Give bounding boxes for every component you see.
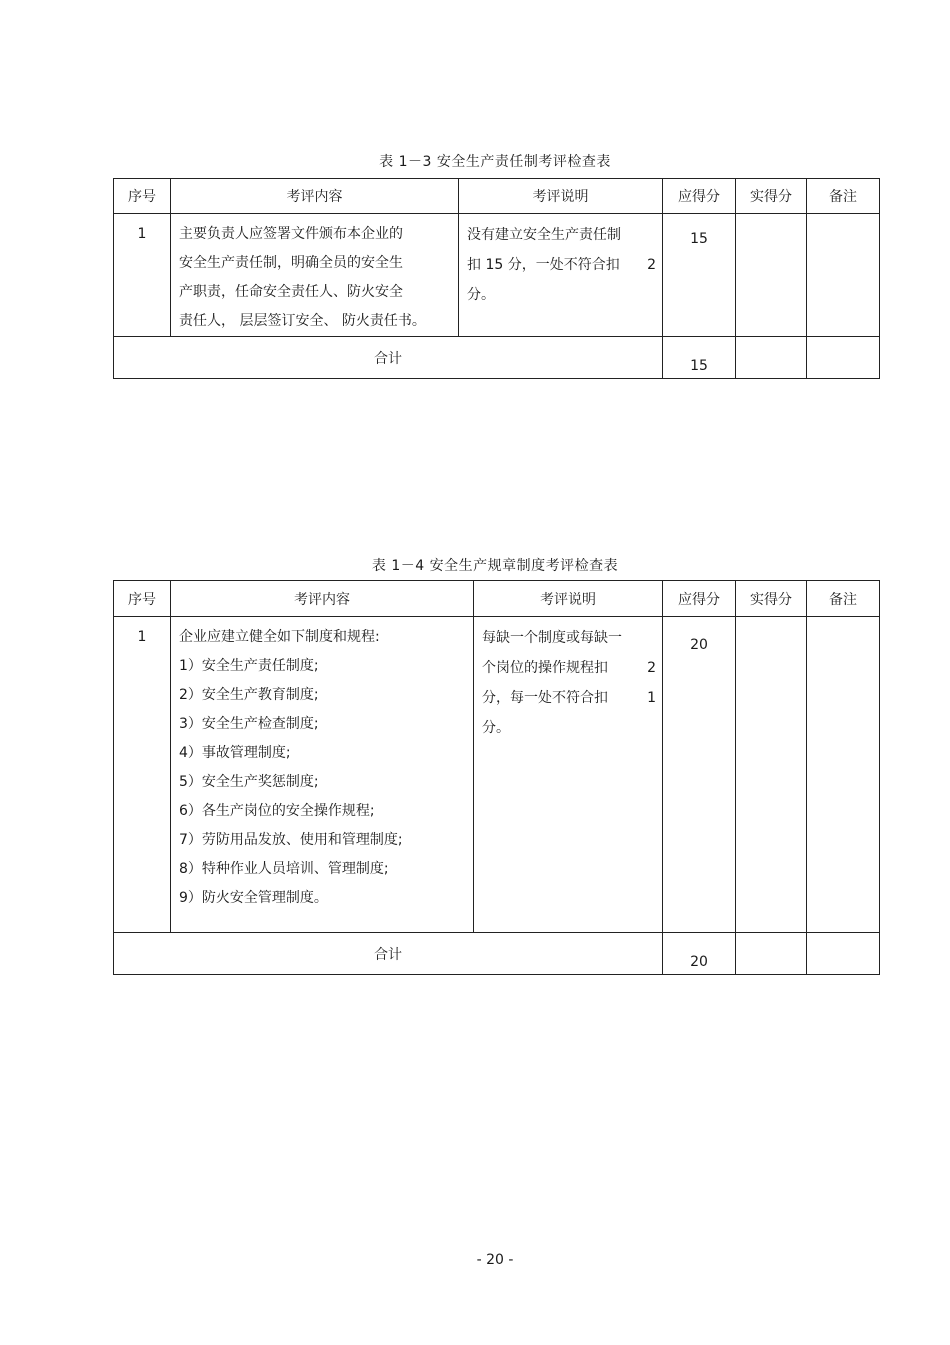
header-remark: 备注 [807, 581, 880, 617]
content-line: 3）安全生产检查制度; [179, 716, 319, 732]
total-label: 合计 [114, 337, 663, 379]
content-line: 企业应建立健全如下制度和规程: [179, 629, 380, 645]
table-row [114, 214, 880, 337]
row-actual [736, 214, 807, 337]
explain-line-tail: 1 [647, 690, 656, 706]
header-explain: 考评说明 [459, 179, 663, 214]
row-content [171, 214, 459, 337]
table2-total-row [114, 933, 880, 975]
row-score: 20 [663, 617, 736, 933]
header-score: 应得分 [663, 581, 736, 617]
content-line: 4）事故管理制度; [179, 745, 291, 761]
content-line: 8）特种作业人员培训、管理制度; [179, 861, 389, 877]
row-no: 1 [114, 214, 171, 337]
total-actual [736, 933, 807, 975]
header-content: 考评内容 [171, 581, 474, 617]
header-content: 考评内容 [171, 179, 459, 214]
table1 [113, 178, 880, 379]
content-line: 主要负责人应签署文件颁布本企业的 [179, 226, 403, 242]
explain-line: 分，每一处不符合扣 [482, 690, 608, 706]
header-no: 序号 [114, 581, 171, 617]
header-remark: 备注 [807, 179, 880, 214]
header-actual: 实得分 [736, 179, 807, 214]
header-explain: 考评说明 [474, 581, 663, 617]
explain-line: 没有建立安全生产责任制 [467, 227, 621, 243]
content-line: 5）安全生产奖惩制度; [179, 774, 319, 790]
table2 [113, 580, 880, 975]
total-remark [807, 337, 880, 379]
total-remark [807, 933, 880, 975]
explain-line: 分。 [482, 720, 510, 736]
table2-caption: 表 1－4 安全生产规章制度考评检查表 [371, 558, 619, 574]
header-actual: 实得分 [736, 581, 807, 617]
content-line: 9）防火安全管理制度。 [179, 890, 328, 906]
row-no: 1 [114, 617, 171, 933]
content-line: 6）各生产岗位的安全操作规程; [179, 803, 375, 819]
table1-caption: 表 1－3 安全生产责任制考评检查表 [379, 154, 611, 170]
explain-line: 扣 15 分，一处不符合扣 [467, 257, 620, 273]
content-line: 1）安全生产责任制度; [179, 658, 319, 674]
row-score: 15 [663, 214, 736, 337]
row-content [171, 617, 474, 933]
content-line: 7）劳防用品发放、使用和管理制度; [179, 832, 403, 848]
content-line: 2）安全生产教育制度; [179, 687, 319, 703]
table1-total-row [114, 337, 880, 379]
table2-header-row [114, 581, 880, 617]
content-line: 安全生产责任制，明确全员的安全生 [179, 255, 403, 271]
explain-line-tail: 2 [647, 257, 656, 273]
table1-header-row [114, 179, 880, 214]
total-actual [736, 337, 807, 379]
total-label: 合计 [114, 933, 663, 975]
content-line: 产职责，任命安全责任人、防火安全 [179, 284, 403, 300]
table-row [114, 617, 880, 933]
header-no: 序号 [114, 179, 171, 214]
header-score: 应得分 [663, 179, 736, 214]
explain-line: 分。 [467, 287, 495, 303]
explain-line-tail: 2 [647, 660, 656, 676]
content-line: 责任人， 层层签订安全、 防火责任书。 [179, 313, 426, 329]
row-explain [459, 214, 663, 337]
row-remark [807, 214, 880, 337]
row-explain [474, 617, 663, 933]
total-score: 20 [663, 933, 736, 975]
row-remark [807, 617, 880, 933]
explain-line: 每缺一个制度或每缺一 [482, 630, 622, 646]
row-actual [736, 617, 807, 933]
explain-line: 个岗位的操作规程扣 [482, 660, 608, 676]
total-score: 15 [663, 337, 736, 379]
page-number: - 20 - [476, 1252, 514, 1268]
